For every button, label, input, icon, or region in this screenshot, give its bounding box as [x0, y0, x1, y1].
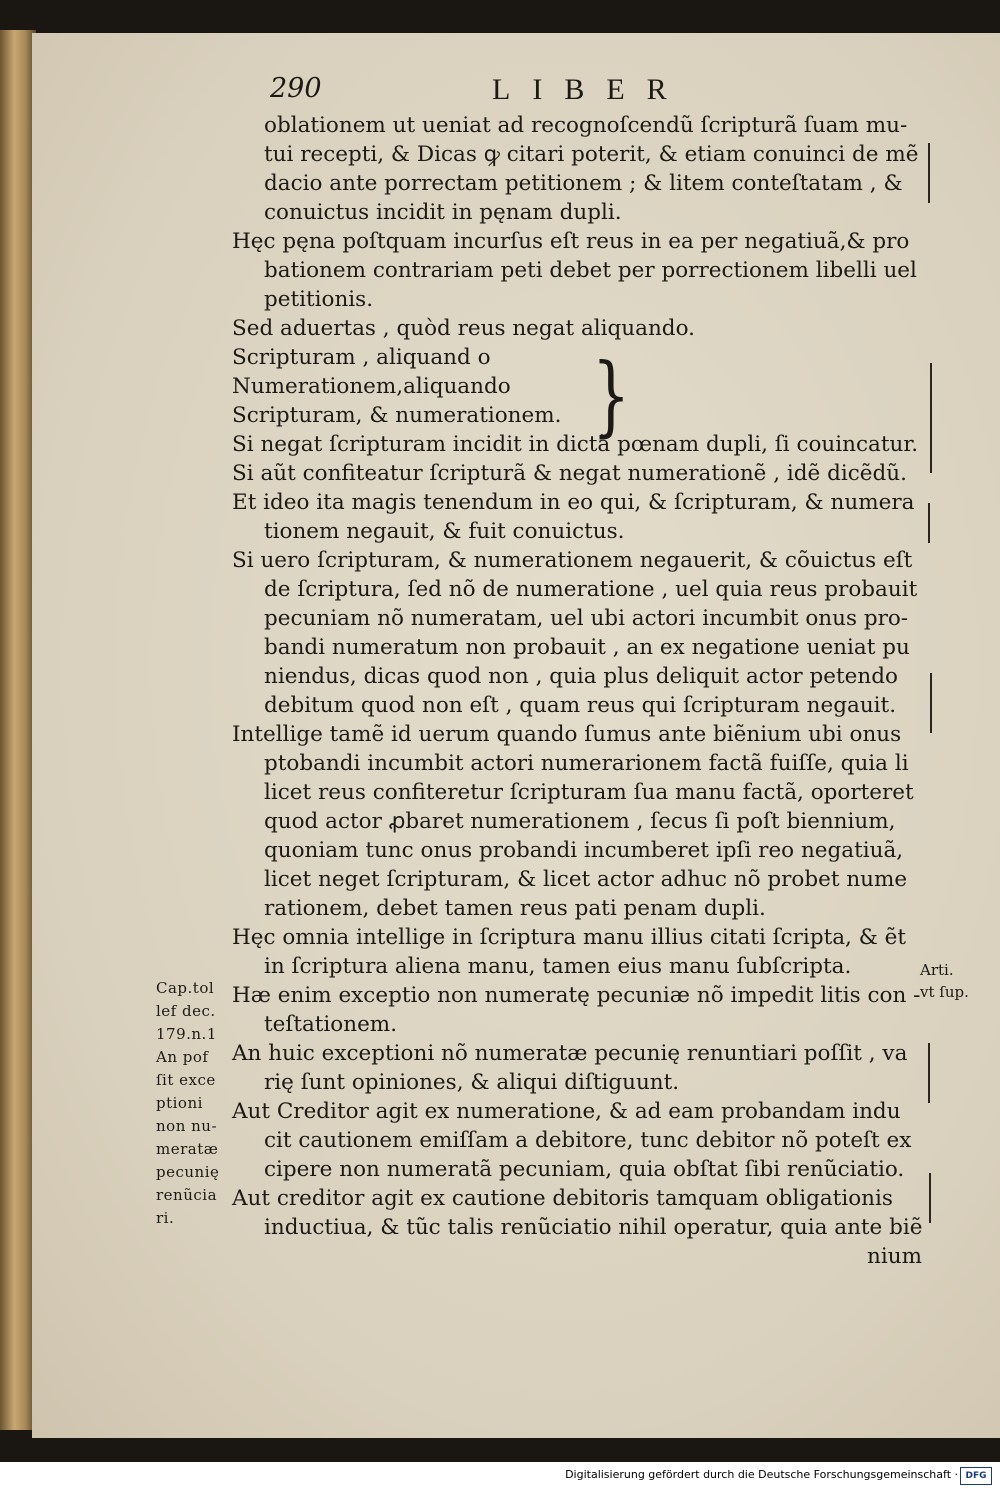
marginal-note-line: Arti.: [920, 961, 954, 979]
text-line: Hæ enim exceptio non numeratę pecuniæ nõ impedit litis con -: [232, 983, 921, 1008]
text-line: in ſcriptura aliena manu, tamen eius manu ſubſcripta.: [264, 954, 852, 979]
book-page: [32, 33, 1000, 1438]
footer-bar: [0, 1462, 1000, 1489]
text-line: Hęc omnia intellige in ſcriptura manu illius citati ſcripta, & ẽt: [232, 925, 907, 950]
text-line: Aut Creditor agit ex numeratione, & ad eam probandam indu: [232, 1099, 901, 1124]
marginal-note-line: ſit exce: [156, 1071, 216, 1089]
text-line: conuictus incidit in pęnam dupli.: [264, 200, 622, 225]
text-line: oblationem ut ueniat ad recognoſcendũ ſcripturã ſuam mu-: [264, 113, 908, 138]
marginal-note-line: 179.n.1: [156, 1025, 217, 1043]
text-line: Aut creditor agit ex cautione debitoris tamquam obligationis: [232, 1186, 893, 1211]
text-line: teſtationem.: [264, 1012, 398, 1037]
text-line: Sed aduertas , quòd reus negat aliquando.: [232, 316, 695, 341]
dfg-logo: DFG: [960, 1467, 992, 1485]
right-marginalia: [920, 959, 1000, 1003]
bleed-through-mark: [928, 143, 930, 203]
text-line: rię ſunt opiniones, & aliqui diſtiguunt.: [264, 1070, 680, 1095]
marginal-note-line: pecunię: [156, 1163, 220, 1181]
text-line: cit cautionem emiſſam a debitore, tunc debitor nõ poteſt ex: [264, 1128, 912, 1153]
text-line: Et ideo ita magis tenendum in eo qui, & ſcripturam, & numera: [232, 490, 915, 515]
text-line: Si negat ſcripturam incidit in dictã pœnam dupli, ſi couincatur.: [232, 432, 919, 457]
left-marginalia: [156, 977, 236, 1230]
text-line: licet neget ſcripturam, & licet actor adhuc nõ probet nume: [264, 867, 908, 892]
text-line: quoniam tunc onus probandi incumberet ipſi reo negatiuã,: [264, 838, 904, 863]
text-line: niendus, dicas quod non , quia plus deliquit actor petendo: [264, 664, 898, 689]
marginal-note-line: lef dec.: [156, 1002, 216, 1020]
text-line: de ſcriptura, ſed nõ de numeratione , uel quia reus probauit: [264, 577, 918, 602]
text-line: An huic exceptioni nõ numeratæ pecunię renuntiari poſſit , va: [232, 1041, 908, 1066]
marginal-note-line: Cap.tol: [156, 979, 215, 997]
text-line: Numerationem,aliquando: [232, 374, 511, 399]
text-line: Intellige tamẽ id uerum quando ſumus ante biẽnium ubi onus: [232, 722, 902, 747]
text-line: pecuniam nõ numeratam, uel ubi actori incumbit onus pro-: [264, 606, 909, 631]
text-line: bandi numeratum non probauit , an ex negatione ueniat pu: [264, 635, 910, 660]
marginal-note-line: vt ſup.: [920, 983, 969, 1001]
text-line: Si aũt confiteatur ſcripturã & negat numerationẽ , idẽ dicẽdũ.: [232, 461, 907, 486]
page-header: [32, 73, 1000, 113]
text-line: inductiua, & tũc talis renũciatio nihil operatur, quia ante biẽ: [264, 1215, 923, 1240]
text-line: debitum quod non eſt , quam reus qui ſcripturam negauit.: [264, 693, 897, 718]
marginal-note-line: ri.: [156, 1209, 175, 1227]
text-line: tionem negauit, & fuit conuictus.: [264, 519, 625, 544]
text-line: dacio ante porrectam petitionem ; & litem conteſtatam , &: [264, 171, 903, 196]
marginal-note-line: An pof: [156, 1048, 209, 1066]
text-line: Si uero ſcripturam, & numerationem negauerit, & cõuictus eſt: [232, 548, 913, 573]
text-line: cipere non numeratã pecuniam, quia obſtat ſibi renũciatio.: [264, 1157, 905, 1182]
text-line: Hęc pęna poſtquam incurſus eſt reus in ea per negatiuã,& pro: [232, 229, 910, 254]
brace-glyph: }: [592, 345, 631, 448]
text-line: quod actor ꝓbaret numerationem , ſecus ſi poſt biennium,: [264, 809, 896, 834]
funding-notice: Digitalisierung gefördert durch die Deutsche Forschungsgemeinschaft ·: [565, 1468, 958, 1481]
bleed-through-mark: [928, 1043, 930, 1103]
catchword: nium: [867, 1244, 922, 1269]
text-line: rationem, debet tamen reus pati penam dupli.: [264, 896, 766, 921]
bleed-through-mark: [930, 363, 932, 473]
marginal-note-line: non nu-: [156, 1117, 218, 1135]
text-line: bationem contrariam peti debet per porrectionem libelli uel: [264, 258, 917, 283]
text-line: licet reus confiteretur ſcripturam ſua manu factã, oporteret: [264, 780, 914, 805]
marginal-note-line: meratæ: [156, 1140, 219, 1158]
text-line: tui recepti, & Dicas ꝙ citari poterit, & etiam conuinci de mẽ: [264, 142, 919, 167]
bleed-through-mark: [929, 1173, 931, 1223]
book-edge: [0, 30, 36, 1430]
text-line: Scripturam, & numerationem.: [232, 403, 562, 428]
text-line: Scripturam , aliquand o: [232, 345, 491, 370]
text-line: petitionis.: [264, 287, 374, 312]
bleed-through-mark: [928, 503, 930, 543]
folio-number: 290: [270, 73, 322, 104]
marginal-note-line: renũcia: [156, 1186, 218, 1204]
bleed-through-mark: [930, 673, 932, 733]
running-title: LIBER: [492, 73, 689, 106]
marginal-note-line: ptioni: [156, 1094, 203, 1112]
text-line: ptobandi incumbit actori numerarionem factã fuiſſe, quia li: [264, 751, 909, 776]
body-text: [232, 111, 932, 1271]
